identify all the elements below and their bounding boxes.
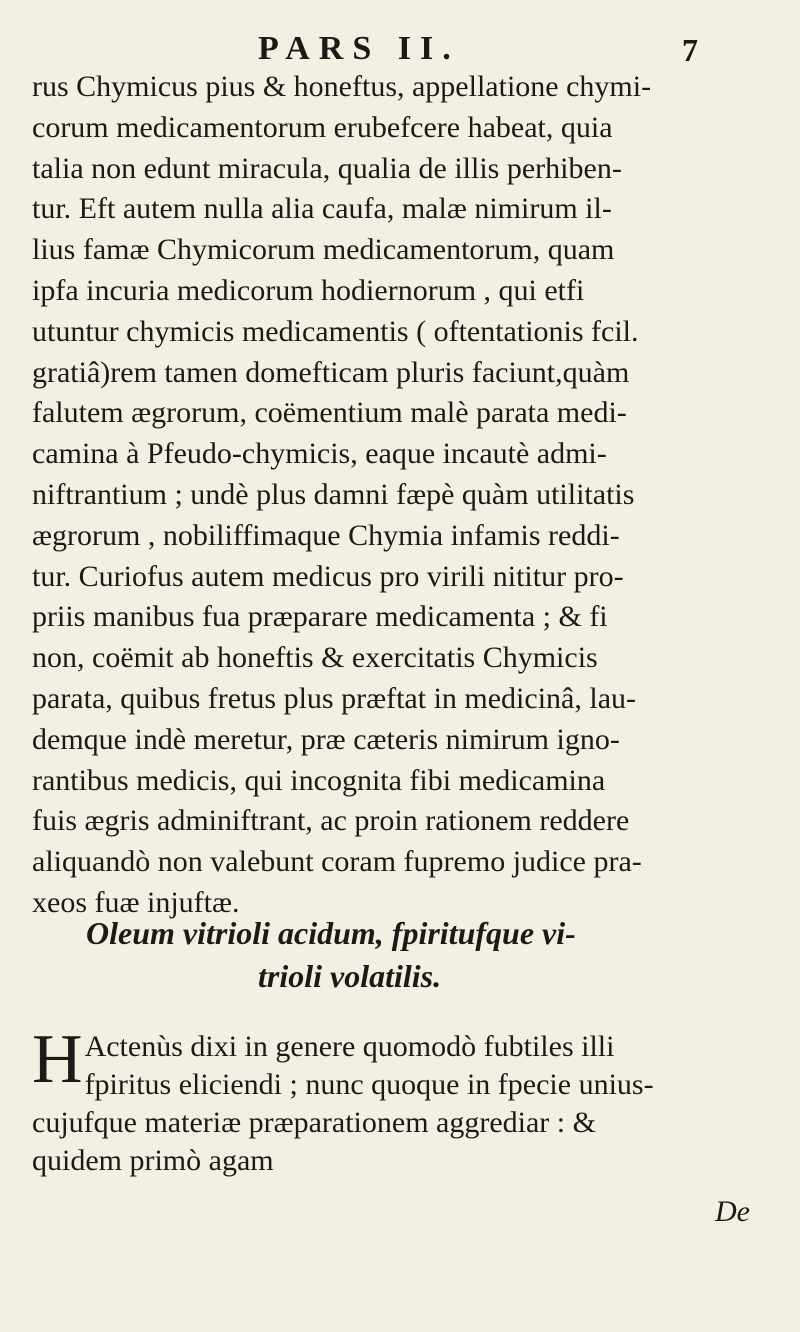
text-line: quidem primò agam <box>32 1144 274 1177</box>
heading-line-2: trioli volatilis. <box>258 958 442 994</box>
text-line: utuntur chymicis medicamentis ( oftentationis fcil. <box>32 314 639 348</box>
text-line: talia non edunt miracula, qualia de illis perhiben- <box>32 151 622 185</box>
drop-initial: H <box>32 1021 83 1098</box>
running-head: PARS II. <box>258 30 460 67</box>
text-line: tur. Curiofus autem medicus pro virili nititur pro- <box>32 559 624 593</box>
page-number: 7 <box>682 32 698 68</box>
text-line: lius famæ Chymicorum medicamentorum, quam <box>32 233 615 267</box>
main-paragraph <box>32 67 732 924</box>
text-line: fuis ægris adminiftrant, ac proin rationem reddere <box>32 804 630 838</box>
heading-line-1: Oleum vitrioli acidum, fpiritufque vi- <box>86 915 576 951</box>
text-line: priis manibus fua præparare medicamenta ; & fi <box>32 600 608 634</box>
text-line: demque indè meretur, præ cæteris nimirum igno- <box>32 722 620 756</box>
text-line: non, coëmit ab honeftis & exercitatis Chymicis <box>32 641 598 675</box>
section-heading <box>0 912 800 998</box>
text-line: ægrorum , nobiliffimaque Chymia infamis reddi- <box>32 518 620 552</box>
text-line: rantibus medicis, qui incognita fibi medicamina <box>32 763 606 797</box>
text-line: niftrantium ; undè plus damni fæpè quàm utilitatis <box>32 477 635 511</box>
text-line: gratiâ)rem tamen domefticam pluris faciunt,quàm <box>32 355 630 389</box>
text-line: falutem ægrorum, coëmentium malè parata medi- <box>32 396 627 430</box>
text-line: aliquandò non valebunt coram fupremo judice pra- <box>32 845 642 879</box>
text-line: camina à Pfeudo-chymicis, eaque incautè admi- <box>32 437 607 471</box>
text-line: xeos fuæ injuftæ. <box>32 885 240 919</box>
text-line: corum medicamentorum erubefcere habeat, quia <box>32 110 613 144</box>
text-line: ipfa incuria medicorum hodiernorum , qui etfi <box>32 273 585 307</box>
text-line: Actenùs dixi in genere quomodò fubtiles illi <box>84 1030 615 1063</box>
page-header <box>0 30 800 70</box>
text-line: rus Chymicus pius & honeftus, appellatione chymi- <box>32 70 652 103</box>
text-line: parata, quibus fretus plus præftat in medicinâ, lau- <box>32 681 636 715</box>
text-line: tur. Eft autem nulla alia caufa, malæ nimirum il- <box>32 192 612 226</box>
text-line: fpiritus eliciendi ; nunc quoque in fpecie unius- <box>84 1068 654 1101</box>
catchword: De <box>715 1195 750 1228</box>
text-line: cujufque materiæ præparationem aggrediar : & <box>32 1106 596 1139</box>
section-paragraph <box>32 1021 752 1180</box>
